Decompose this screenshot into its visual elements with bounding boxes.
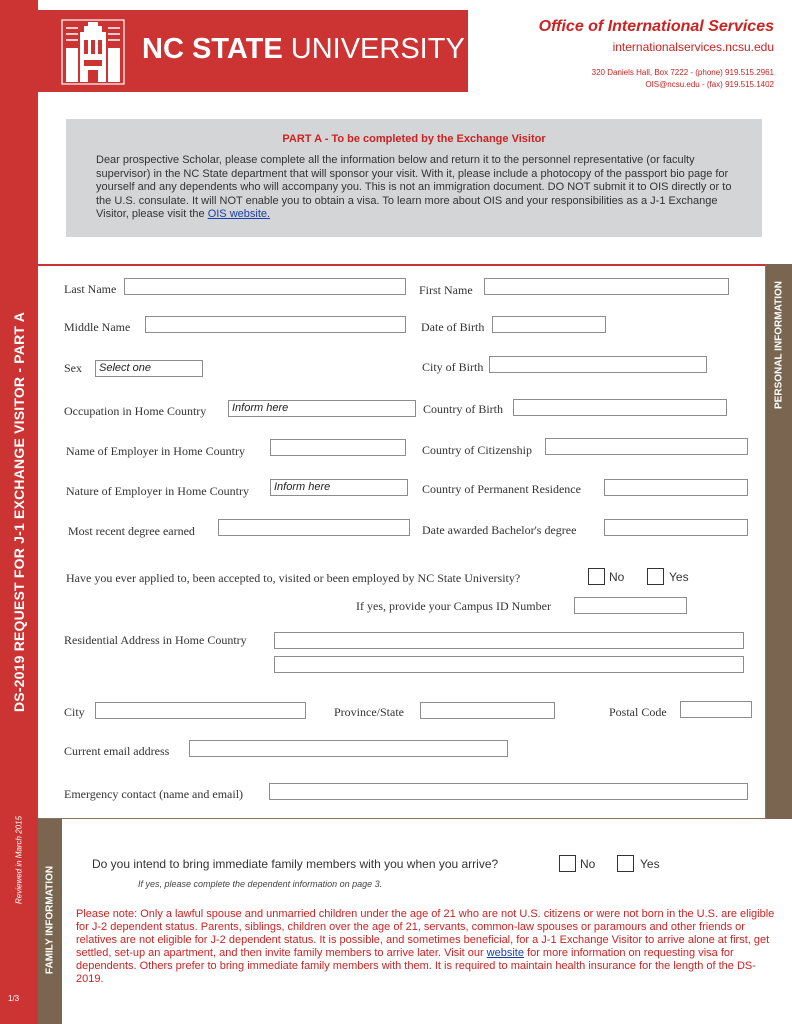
first-name-label: First Name [419,283,473,297]
country-of-citizenship-input[interactable] [545,438,748,455]
ois-website-link[interactable]: OIS website. [207,208,271,220]
ncsu-no-checkbox[interactable] [588,568,605,585]
email-input[interactable] [189,740,508,757]
employer-nature-label: Nature of Employer in Home Country [66,484,249,498]
campus-id-label: If yes, provide your Campus ID Number [356,599,551,613]
bachelor-date-label: Date awarded Bachelor's degree [422,523,577,537]
family-question: Do you intend to bring immediate family members with you when you arrive? [92,857,499,871]
campus-id-input[interactable] [574,597,687,614]
postal-code-label: Postal Code [609,705,667,719]
middle-name-label: Middle Name [64,320,131,334]
ncsu-question-label: Have you ever applied to, been accepted to, visited or been employed by NC State University? [66,571,521,585]
date-of-birth-input[interactable] [492,316,606,333]
degree-label: Most recent degree earned [68,524,195,538]
family-info-label: FAMILY INFORMATION [44,865,56,975]
country-of-citizenship-label: Country of Citizenship [422,443,532,457]
date-of-birth-label: Date of Birth [421,320,485,334]
email-label: Current email address [64,744,170,758]
university-name-light: UNIVERSITY [290,33,465,65]
employer-name-label: Name of Employer in Home Country [66,444,245,458]
country-of-birth-input[interactable] [513,399,727,416]
sex-label: Sex [64,361,82,375]
employer-name-input[interactable] [270,439,406,456]
sex-select[interactable]: Select one [95,360,203,377]
postal-code-input[interactable] [680,701,752,718]
city-of-birth-label: City of Birth [422,360,484,374]
family-yes-checkbox[interactable] [617,855,634,872]
country-of-birth-label: Country of Birth [423,402,503,416]
dependents-website-link[interactable]: website [486,947,524,959]
city-input[interactable] [95,702,306,719]
belltower-logo-icon [58,18,128,86]
page-number: 1/3 [8,994,20,1003]
university-name [142,33,465,66]
office-contact: OIS@ncsu.edu - (fax) 919.515.1402 [645,80,774,89]
first-name-input[interactable] [484,278,729,295]
occupation-label: Occupation in Home Country [64,404,207,418]
family-note: If yes, please complete the dependent information on page 3. [138,879,383,889]
family-no-label: No [580,857,596,871]
permanent-residence-input[interactable] [604,479,748,496]
emergency-contact-input[interactable] [269,783,748,800]
province-label: Province/State [334,705,404,719]
middle-name-input[interactable] [145,316,406,333]
last-name-input[interactable] [124,278,406,295]
last-name-label: Last Name [64,282,117,296]
office-address: 320 Daniels Hall, Box 7222 - (phone) 919.515.2961 [591,68,774,77]
family-yes-label: Yes [640,857,660,871]
occupation-input[interactable]: Inform here [228,400,416,417]
intro-heading: PART A - To be completed by the Exchange Visitor [282,133,546,145]
family-notice [76,908,778,986]
intro-text [96,154,736,222]
office-title: Office of International Services [538,18,774,35]
personal-info-label: PERSONAL INFORMATION [773,281,785,409]
residential-address-label: Residential Address in Home Country [64,633,247,647]
permanent-residence-label: Country of Permanent Residence [422,482,581,496]
family-notice-part1: Please note: Only a lawful spouse and unmarried children under the age of 21 who are not U.S. citizens or were not born in the U.S. are eligible for J-2 dependent status. Parents, siblings, children over the age of 21, servants, common-law spouses or paramours and other friends or relatives are not eligible for J-2 dependent status. It is possible, and sometimes beneficial, for a J-1 Exchange Visitor to arrive alone at first, get settled, set-up an apartment, and then invite family members to arrive later. Visit our [76,908,775,959]
ncsu-no-label: No [609,570,625,584]
intro-body: Dear prospective Scholar, please complete all the information below and return it to the personnel representative (or faculty supervisor) in the NC State department that will sponsor your visit. With it, please include a photocopy of the passport bio page for yourself and any dependents who will accompany you. This is not an immigration document. DO NOT submit it to OIS directly or to the U.S. consulate. It will NOT enable you to obtain a visa. To learn more about OIS and your responsibilities as a J-1 Exchange Visitor, please visit the [96,154,732,220]
bachelor-date-input[interactable] [604,519,748,536]
ncsu-yes-label: Yes [669,570,689,584]
university-name-bold: NC STATE [142,33,283,65]
personal-info-frame [38,264,766,819]
form-side-title: DS-2019 REQUEST FOR J-1 EXCHANGE VISITOR - PART A [11,311,27,713]
province-input[interactable] [420,702,555,719]
family-no-checkbox[interactable] [559,855,576,872]
residential-address-line1-input[interactable] [274,632,744,649]
reviewed-date: Reviewed in March 2015 [14,815,24,905]
emergency-contact-label: Emergency contact (name and email) [64,787,244,801]
residential-address-line2-input[interactable] [274,656,744,673]
ncsu-yes-checkbox[interactable] [647,568,664,585]
family-notice-part2: for more information on requesting visa for dependents. Others prefer to bring immediate family members with them. It is required to maintain health insurance for the length of the DS-2019. [76,947,756,985]
city-label: City [64,705,85,719]
employer-nature-input[interactable]: Inform here [270,479,408,496]
degree-input[interactable] [218,519,410,536]
intro-box [66,119,762,237]
office-website[interactable]: internationalservices.ncsu.edu [612,40,774,54]
city-of-birth-input[interactable] [489,356,707,373]
